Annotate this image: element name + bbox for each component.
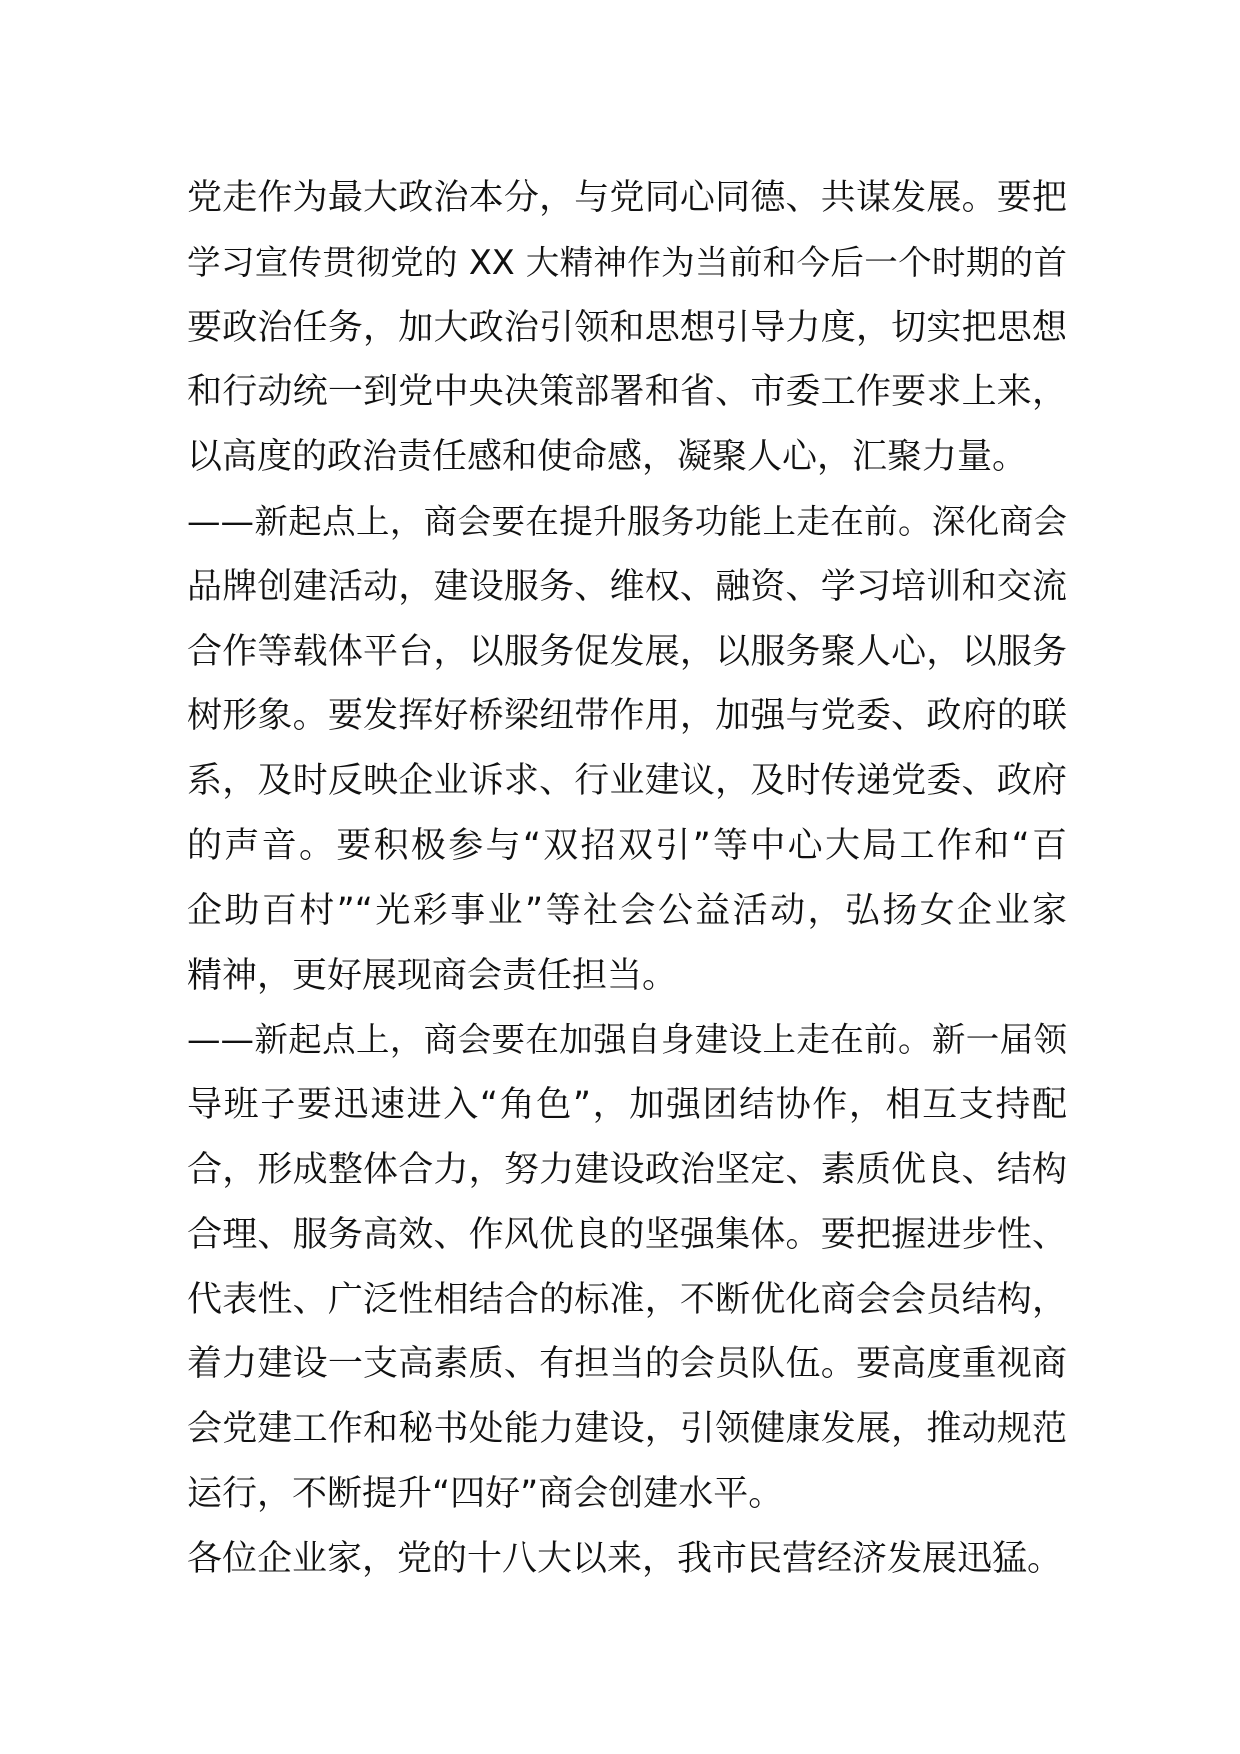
text-line: 合作等载体平台，以服务促发展，以服务聚人心，以服务 — [187, 631, 1067, 672]
text-line: ——新起点上，商会要在提升服务功能上走在前。深化商会 — [187, 501, 1067, 541]
text-line: 企助百村”“光彩事业”等社会公益活动，弘扬女企业家 — [187, 890, 1067, 931]
text-line: 品牌创建活动，建设服务、维权、融资、学习培训和交流 — [187, 566, 1067, 607]
text-line: 要政治任务，加大政治引领和思想引导力度，切实把思想 — [187, 307, 1067, 348]
text-line: 各位企业家，党的十八大以来，我市民营经济发展迅猛。 — [187, 1538, 1063, 1579]
text-line: 和行动统一到党中央决策部署和省、市委工作要求上来， — [187, 372, 1067, 413]
text-line: 学习宣传贯彻党的 XX 大精神作为当前和今后一个时期的首 — [187, 242, 1067, 282]
text-line: 精神，更好展现商会责任担当。 — [187, 955, 678, 996]
text-line: 运行，不断提升“四好”商会创建水平。 — [187, 1473, 784, 1514]
text-line: 着力建设一支高素质、有担当的会员队伍。要高度重视商 — [187, 1344, 1067, 1385]
text-line: 合，形成整体合力，努力建设政治坚定、素质优良、结构 — [187, 1149, 1067, 1190]
text-line: 树形象。要发挥好桥梁纽带作用，加强与党委、政府的联 — [187, 696, 1067, 737]
text-line: 以高度的政治责任感和使命感，凝聚人心，汇聚力量。 — [187, 437, 1028, 478]
text-line: 党走作为最大政治本分，与党同心同德、共谋发展。要把 — [187, 178, 1067, 218]
text-line: 导班子要迅速进入“角色”，加强团结协作，相互支持配 — [187, 1085, 1067, 1126]
text-line: 系，及时反映企业诉求、行业建议，及时传递党委、政府 — [187, 761, 1067, 802]
text-line: 代表性、广泛性相结合的标准，不断优化商会会员结构， — [187, 1279, 1067, 1320]
text-line: 合理、服务高效、作风优良的坚强集体。要把握进步性、 — [187, 1214, 1067, 1255]
text-line: 会党建工作和秘书处能力建设，引领健康发展，推动规范 — [187, 1409, 1067, 1450]
body-text — [187, 166, 1067, 1592]
text-line: 的声音。要积极参与“双招双引”等中心大局工作和“百 — [187, 825, 1067, 866]
text-line: ——新起点上，商会要在加强自身建设上走在前。新一届领 — [187, 1020, 1067, 1060]
